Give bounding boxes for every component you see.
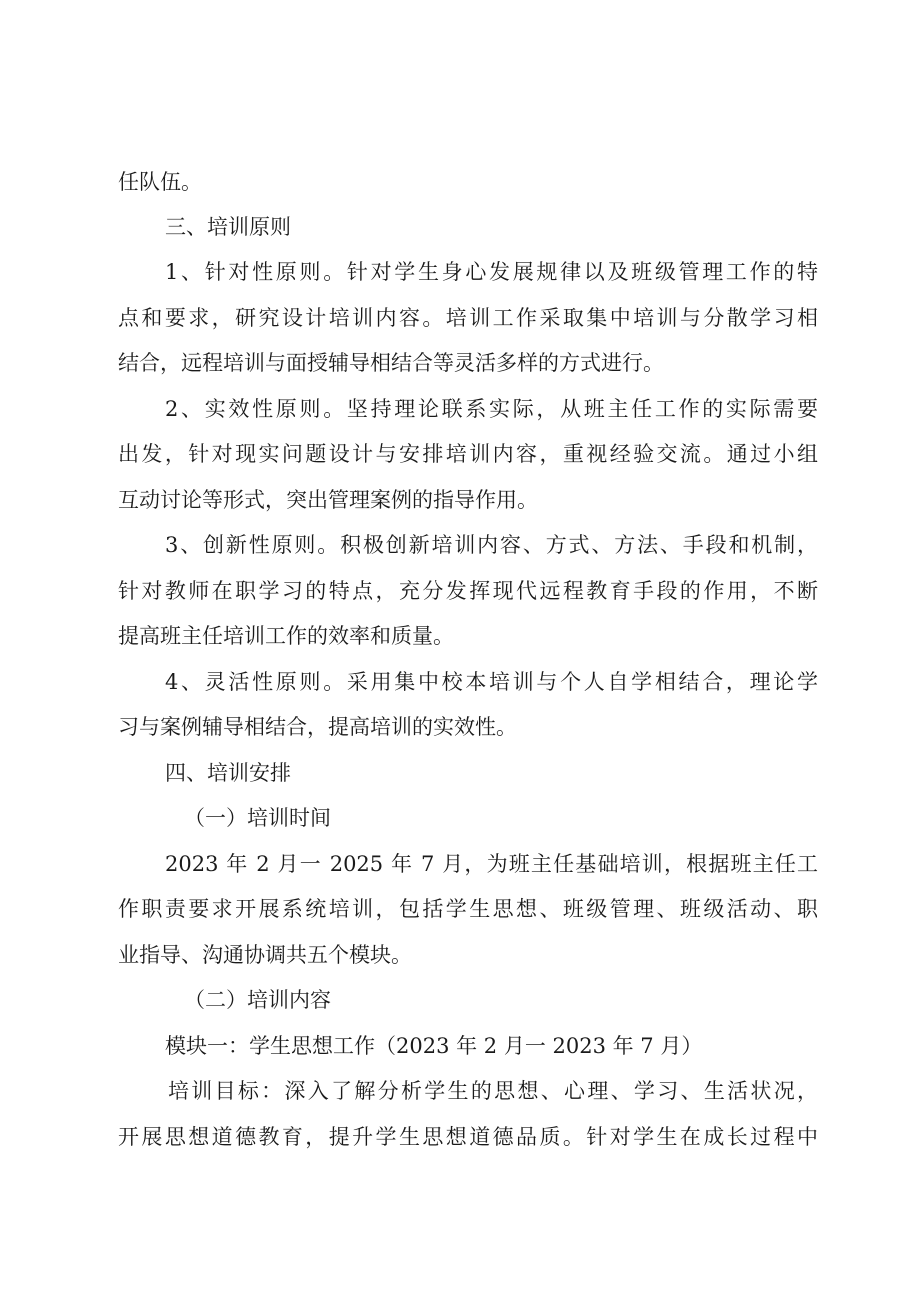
paragraph-line: 提高班主任培训工作的效率和质量。 [118,624,454,648]
section-heading: 四、培训安排 [165,761,291,785]
section-heading: 三、培训原则 [165,215,291,239]
paragraph-line: 作职责要求开展系统培训，包括学生思想、班级管理、班级活动、职 [118,897,818,921]
paragraph-line: 2023 年 2 月一 2025 年 7 月，为班主任基础培训，根据班主任工 [165,852,818,876]
paragraph-line: 点和要求，研究设计培训内容。培训工作采取集中培训与分散学习相 [118,306,818,330]
paragraph-line: 培训目标：深入了解分析学生的思想、心理、学习、生活状况， [168,1079,818,1103]
subsection-heading: （一）培训时间 [184,806,331,830]
paragraph-line: 出发，针对现实问题设计与安排培训内容，重视经验交流。通过小组 [118,442,818,466]
paragraph-line: 互动讨论等形式，突出管理案例的指导作用。 [118,488,538,512]
paragraph-line: 任队伍。 [118,170,202,194]
paragraph-line: 针对教师在职学习的特点，充分发挥现代远程教育手段的作用，不断 [118,579,818,603]
subsection-heading: （二）培训内容 [184,988,331,1012]
paragraph-line: 业指导、沟通协调共五个模块。 [118,943,412,967]
paragraph-line: 2、实效性原则。坚持理论联系实际，从班主任工作的实际需要 [165,397,818,421]
paragraph-line: 3、创新性原则。积极创新培训内容、方式、方法、手段和机制， [165,533,818,557]
paragraph-line: 习与案例辅导相结合，提高培训的实效性。 [118,715,517,739]
paragraph-line: 4、灵活性原则。采用集中校本培训与个人自学相结合，理论学 [165,670,818,694]
paragraph-line: 1、针对性原则。针对学生身心发展规律以及班级管理工作的特 [165,260,818,284]
paragraph-line: 结合，远程培训与面授辅导相结合等灵活多样的方式进行。 [118,351,664,375]
module-heading: 模块一：学生思想工作（2023 年 2 月一 2023 年 7 月） [165,1034,703,1058]
paragraph-line: 开展思想道德教育，提升学生思想道德品质。针对学生在成长过程中 [118,1125,818,1149]
